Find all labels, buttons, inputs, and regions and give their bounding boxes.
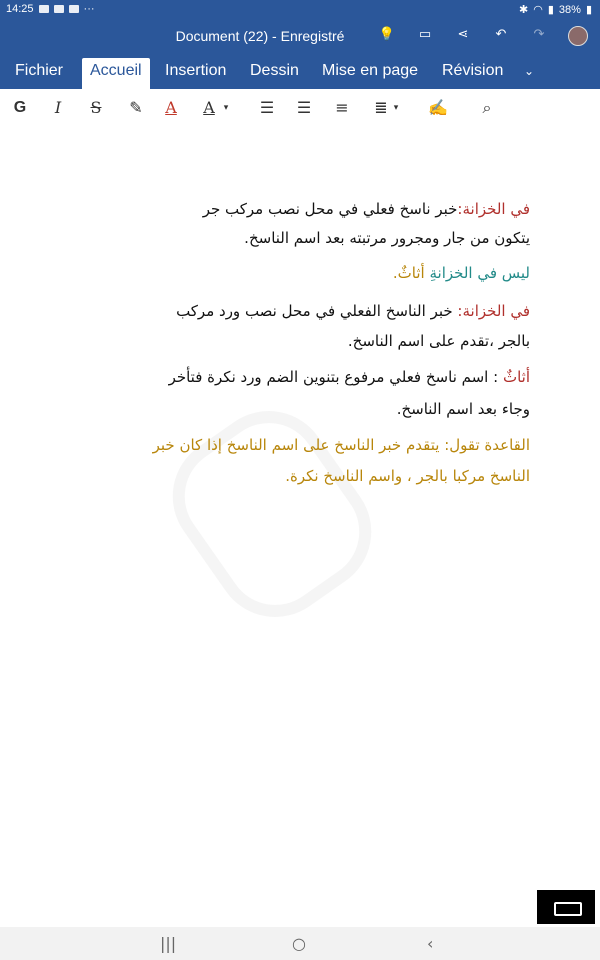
paragraph-2-line-2: بالجر ،تقدم على اسم الناسخ. bbox=[347, 332, 530, 350]
font-color-icon[interactable]: A bbox=[165, 98, 177, 117]
search-icon[interactable]: ⌕ bbox=[482, 98, 492, 117]
chevron-down-icon[interactable]: ⌄ bbox=[524, 64, 535, 78]
styles-icon[interactable]: ✍ bbox=[428, 98, 448, 117]
rule-text: يتقدم خبر الناسخ على اسم الناسخ إذا كان خبر bbox=[152, 436, 445, 454]
lightbulb-icon[interactable]: 💡 bbox=[378, 27, 396, 42]
redo-icon[interactable]: ↷ bbox=[533, 27, 545, 42]
formatting-toolbar bbox=[0, 89, 600, 128]
battery-icon: ▮ bbox=[585, 4, 592, 16]
paragraph-3-line-1 bbox=[78, 365, 530, 389]
tab-accueil[interactable]: Accueil bbox=[82, 58, 150, 89]
rule-label: القاعدة تقول: bbox=[444, 436, 530, 454]
chevron-down-icon[interactable]: ▾ bbox=[393, 103, 399, 113]
rule-line-2: الناسخ مركبا بالجر ، واسم الناسخ نكرة. bbox=[285, 467, 530, 485]
highlighter-icon[interactable]: ✎ bbox=[129, 98, 143, 117]
status-bar bbox=[0, 0, 600, 20]
undo-icon[interactable]: ↶ bbox=[495, 27, 507, 42]
rule-line-1 bbox=[78, 433, 530, 457]
ribbon-tabs bbox=[0, 54, 600, 89]
paragraph-format-icon[interactable]: ≣ bbox=[374, 98, 388, 117]
system-nav-bar bbox=[0, 927, 600, 960]
paragraph-1-line-1 bbox=[78, 197, 530, 221]
avatar[interactable] bbox=[568, 26, 588, 46]
more-notifications-icon: ··· bbox=[83, 3, 95, 15]
tab-revision[interactable]: Révision bbox=[442, 62, 504, 79]
wifi-icon: ◠ bbox=[533, 4, 543, 16]
highlighted-term: أثاثٌ bbox=[502, 368, 530, 386]
body-text: خبر الناسخ الفعلي في محل نصب ورد مركب bbox=[176, 302, 453, 320]
tab-fichier[interactable]: Fichier bbox=[15, 62, 64, 79]
home-button[interactable]: ○ bbox=[292, 934, 306, 953]
body-text: خبر ناسخ فعلي في محل نصب مركب جر bbox=[202, 200, 458, 218]
align-icon[interactable]: ≡ bbox=[335, 98, 349, 117]
youtube-icon bbox=[69, 5, 79, 13]
highlighted-term: في الخزانة: bbox=[457, 302, 530, 320]
bluetooth-icon: ✱ bbox=[519, 4, 529, 16]
strikethrough-button[interactable]: S bbox=[90, 98, 102, 117]
paragraph-1-line-2: يتكون من جار ومجرور مرتبته بعد اسم الناسخ. bbox=[244, 229, 530, 247]
signal-icon: ▮ bbox=[547, 4, 554, 16]
numbered-list-icon[interactable]: ☰ bbox=[296, 98, 312, 117]
title-bar bbox=[0, 20, 600, 54]
italic-button[interactable]: I bbox=[54, 98, 62, 117]
share-icon[interactable]: ⋖ bbox=[457, 27, 469, 42]
battery-level: 38% bbox=[558, 3, 581, 16]
body-text: : اسم ناسخ فعلي مرفوع بتنوين الضم ورد نكرة فتأخر bbox=[168, 368, 503, 386]
document-page[interactable] bbox=[0, 127, 600, 927]
example-part-2: أثاثٌ. bbox=[392, 264, 425, 282]
paragraph-2-line-1 bbox=[78, 299, 530, 323]
reading-view-icon[interactable]: ▭ bbox=[418, 27, 432, 42]
tab-dessin[interactable]: Dessin bbox=[250, 62, 299, 79]
example-sentence bbox=[78, 261, 530, 285]
paragraph-3-line-2: وجاء بعد اسم الناسخ. bbox=[396, 400, 530, 418]
bold-button[interactable]: G bbox=[13, 99, 27, 116]
tab-mise-en-page[interactable]: Mise en page bbox=[322, 62, 419, 79]
example-part-1: ليس في الخزانةِ bbox=[429, 264, 530, 282]
status-time: 14:25 bbox=[6, 3, 34, 15]
watermark bbox=[149, 388, 395, 641]
back-button[interactable]: ‹ bbox=[427, 934, 434, 953]
facebook-icon bbox=[54, 5, 64, 13]
tab-insertion[interactable]: Insertion bbox=[165, 62, 227, 79]
recents-button[interactable]: ||| bbox=[160, 934, 177, 953]
highlighted-term: في الخزانة: bbox=[457, 200, 530, 218]
document-title: Document (22) - Enregistré bbox=[175, 28, 345, 44]
gallery-icon bbox=[39, 5, 49, 13]
edit-mode-button[interactable] bbox=[536, 889, 596, 925]
bullet-list-icon[interactable]: ☰ bbox=[259, 98, 275, 117]
text-style-icon[interactable]: A bbox=[203, 98, 215, 117]
chevron-down-icon[interactable]: ▾ bbox=[223, 103, 229, 113]
